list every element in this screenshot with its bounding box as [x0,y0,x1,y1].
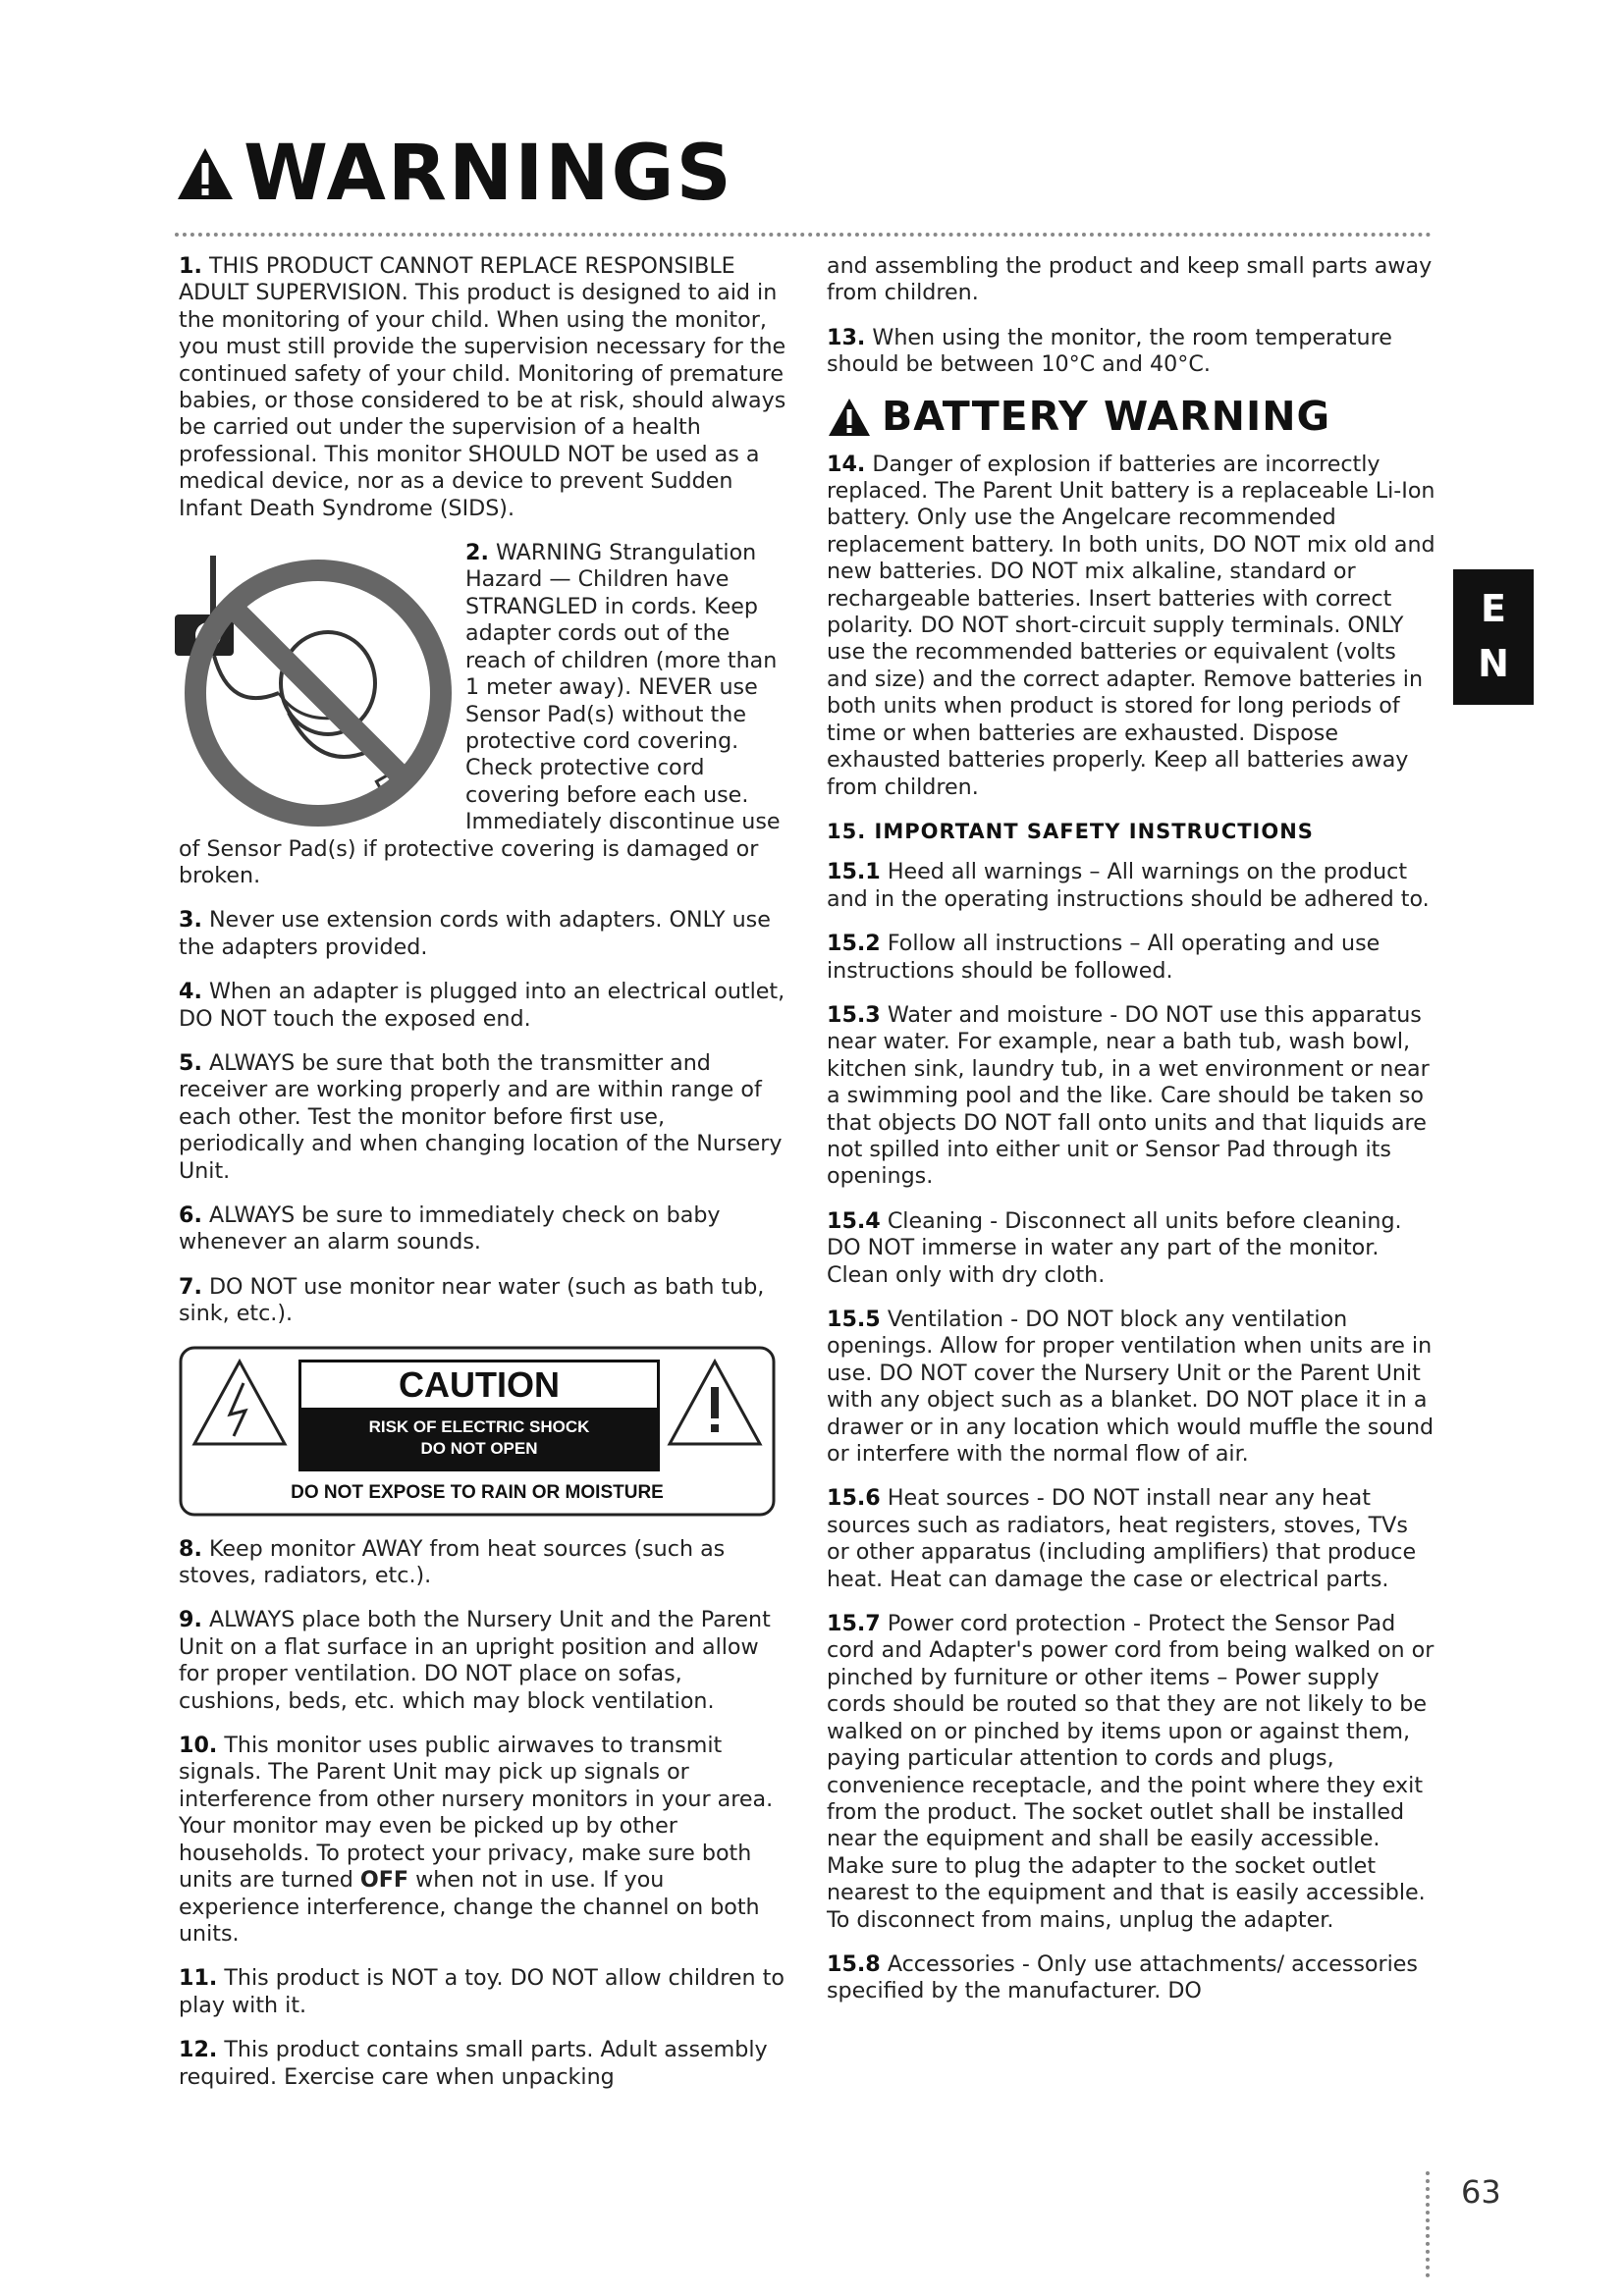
language-tab-letter: E [1481,587,1506,630]
warning-item: and assembling the product and keep small parts away from children. [827,253,1433,306]
safety-item: 15.7 Power cord protection - Protect the Sensor Pad cord and Adapter's power cord from being walked on or pinched by furniture or other items – Power supply cords should be routed so that they are not likely to be walked on or pinched by items upon or against them, paying particular attention to cords and plugs, convenience receptacle, and the point where they exit from the product. The socket outlet shall be installed near the equipment and shall be easily accessible. Make sure to plug the adapter to the socket outlet nearest to the equipment and that is easily accessible. To disconnect from mains, unplug the adapter. [827,1611,1435,1933]
warning-triangle-icon [827,397,872,438]
safety-item: 15.4 Cleaning - Disconnect all units before cleaning. DO NOT immerse in water any part of the monitor. Clean only with dry cloth. [827,1207,1402,1288]
warning-item: 13. When using the monitor, the room temperature should be between 10°C and 40°C. [827,324,1392,378]
warning-item: 5. ALWAYS be sure that both the transmitter and receiver are working properly and are within range of each other. Test the monitor before first use, periodically and when changing location of the Nursery Unit. [179,1049,783,1184]
warning-item: 7. DO NOT use monitor near water (such as bath tub, sink, etc.). [179,1273,765,1327]
warning-item: 2. WARNING Strangulation Hazard — Children have STRANGLED in cords. Keep adapter cords out of the reach of children (more than 1 meter away). NEVER use Sensor Pad(s) without the protective cord covering. Check protective cord covering before each use. Immediately discontinue use of Sensor Pad(s) if protective covering is damaged or broken. [179,540,787,889]
safety-item: 15.1 Heed all warnings – All warnings on the product and in the operating instructions should be adhered to. [827,859,1430,912]
safety-item: 15.3 Water and moisture - DO NOT use this apparatus near water. For example, near a bath tub, wash bowl, kitchen sink, laundry tub, in a wet environment or near a swimming pool and the like. Care should be taken so that objects DO NOT fall onto units and that liquids are not spilled into either unit or Sensor Pad through its openings. [827,1001,1430,1190]
page-number: 63 [1461,2173,1501,2211]
battery-warning-title: BATTERY WARNING [882,392,1331,440]
battery-warning-header [827,392,1435,440]
caution-footer: DO NOT EXPOSE TO RAIN OR MOISTURE [291,1481,664,1503]
page-header [175,130,733,218]
safety-item: 15.6 Heat sources - DO NOT install near any heat sources such as radiators, heat registers, stoves, TVs or other apparatus (including amplifiers) that produce heat. Heat can damage the case or electrical parts. [827,1485,1417,1592]
warning-item: 6. ALWAYS be sure to immediately check on baby whenever an alarm sounds. [179,1202,721,1255]
page-title: WARNINGS [244,130,733,218]
caution-label [179,1346,776,1517]
safety-item: 15.5 Ventilation - DO NOT block any ventilation openings. Allow for proper ventilation when units are in use. DO NOT cover the Nursery Unit or the Parent Unit with any object such as a blanket. DO NOT place it in a drawer or in any location which would muffle the sound or interfere with the normal flow of air. [827,1307,1435,1468]
warning-item: 14. Danger of explosion if batteries are incorrectly replaced. The Parent Unit battery is a replaceable Li-Ion battery. Only use the Angelcare recommended replacement battery. In both units, DO NOT mix old and new batteries. DO NOT mix alkaline, standard or rechargeable batteries. Insert batteries with correct polarity. DO NOT short-circuit supply terminals. ONLY use the recommended batteries or equivalent (volts and size) and the correct adapter. Remove batteries in both units when product is stored for long periods of time or when batteries are exhausted. Dispose exhausted batteries properly. Keep all batteries away from children. [827,451,1435,800]
language-tab [1453,569,1534,705]
caution-box [298,1360,660,1471]
warning-item: 9. ALWAYS place both the Nursery Unit and the Parent Unit on a flat surface in an upright position and allow for proper ventilation. DO NOT place on sofas, cushions, beds, etc. which may block ventilation. [179,1607,771,1714]
warning-item: 8. Keep monitor AWAY from heat sources (such as stoves, radiators, etc.). [179,1535,726,1589]
left-column [179,253,787,2109]
safety-item: 15.8 Accessories - Only use attachments/ accessories specified by the manufacturer. DO [827,1950,1418,2004]
no-cord-baby-illustration [171,546,456,830]
safety-item: 15.2 Follow all instructions – All operating and use instructions should be followed. [827,931,1380,984]
warning-item: 3. Never use extension cords with adapters. ONLY use the adapters provided. [179,907,771,960]
warning-item: 4. When an adapter is plugged into an electrical outlet, DO NOT touch the exposed end. [179,979,785,1032]
caution-title: CAUTION [399,1363,560,1405]
warning-triangle-icon [175,145,236,202]
language-tab-letter: N [1478,642,1509,685]
caution-line: RISK OF ELECTRIC SHOCK [368,1416,590,1436]
warning-item: 10. This monitor uses public airwaves to transmit signals. The Parent Unit may pick up signals or interference from other nursery monitors in your area. Your monitor may even be picked up by other households. To protect your privacy, make sure both units are turned OFF when not in use. If you experience interference, change the channel on both units. [179,1733,774,1947]
caution-line: DO NOT OPEN [420,1438,538,1458]
warning-item: 12. This product contains small parts. Adult assembly required. Exercise care when unpacking [179,2037,768,2090]
safety-heading: 15. IMPORTANT SAFETY INSTRUCTIONS [827,819,1314,843]
warning-item: 11. This product is NOT a toy. DO NOT allow children to play with it. [179,1965,785,2018]
warning-item: 1. THIS PRODUCT CANNOT REPLACE RESPONSIBLE ADULT SUPERVISION. This product is designed to aid in the monitoring of your child. When using the monitor, you must still provide the supervision necessary for the continued safety of your child. Monitoring of premature babies, or those considered to be at risk, should always be carried out under the supervision of a health professional. This monitor SHOULD NOT be used as a medical device, nor as a device to prevent Sudden Infant Death Syndrome (SIDS). [179,253,786,521]
right-column [827,253,1435,2023]
page-number-divider [1426,2171,1430,2277]
caution-warning [301,1408,657,1468]
dotted-divider [175,233,1432,237]
